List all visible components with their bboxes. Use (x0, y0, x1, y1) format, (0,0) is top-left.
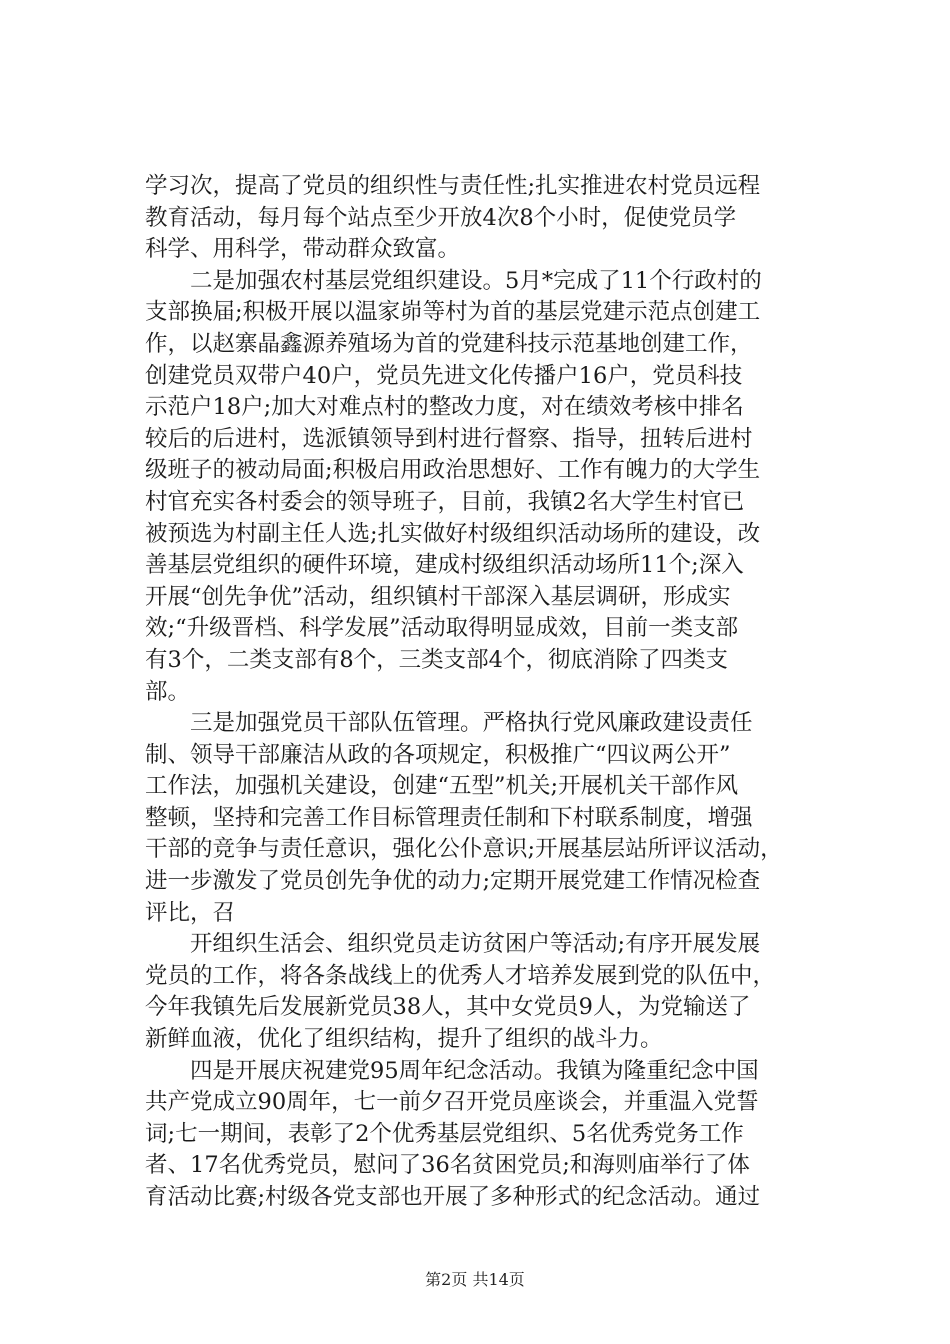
text-line: 制、领导干部廉洁从政的各项规定，积极推广“四议两公开” (145, 741, 731, 768)
text-line: 村官充实各村委会的领导班子，目前，我镇2名大学生村官已 (145, 488, 745, 515)
text-line: 今年我镇先后发展新党员38人，其中女党员9人，为党输送了 (145, 994, 751, 1021)
text-line: 有3个，二类支部有8个，三类支部4个，彻底消除了四类支 (145, 646, 728, 673)
text-line: 科学、用科学，带动群众致富。 (145, 236, 461, 263)
text-line: 创建党员双带户40户，党员先进文化传播户16户，党员科技 (145, 362, 743, 389)
text-line: 整顿，坚持和完善工作目标管理责任制和下村联系制度，增强 (145, 804, 753, 831)
text-line: 效;“升级晋档、科学发展”活动取得明显成效，目前一类支部 (145, 615, 739, 642)
text-line: 部。 (145, 678, 191, 705)
text-line: 支部换届;积极开展以温家峁等村为首的基层党建示范点创建工 (145, 299, 761, 326)
text-line: 育活动比赛;村级各党支部也开展了多种形式的纪念活动。通过 (145, 1184, 761, 1210)
text-line: 较后的后进村，选派镇领导到村进行督察、指导，扭转后进村 (145, 425, 753, 452)
text-line: 善基层党组织的硬件环境，建成村级组织活动场所11个;深入 (145, 552, 744, 579)
text-line: 二是加强农村基层党组织建设。5月*完成了11个行政村的 (190, 267, 762, 294)
text-line: 教育活动，每月每个站点至少开放4次8个小时，促使党员学 (145, 204, 737, 231)
text-line: 共产党成立90周年，七一前夕召开党员座谈会，并重温入党誓 (145, 1089, 759, 1116)
page-footer: 第2页 共14页 (425, 1270, 525, 1289)
text-line: 新鲜血液，优化了组织结构，提升了组织的战斗力。 (145, 1026, 663, 1053)
text-line: 示范户18户;加大对难点村的整改力度，对在绩效考核中排名 (145, 394, 744, 421)
text-line: 开展“创先争优”活动，组织镇村干部深入基层调研，形成实 (145, 583, 731, 610)
text-line: 作，以赵寨晶鑫源养殖场为首的党建科技示范基地创建工作， (145, 330, 753, 357)
text-line: 学习次，提高了党员的组织性与责任性;扎实推进农村党员远程 (145, 173, 761, 199)
text-line: 开组织生活会、组织党员走访贫困户等活动;有序开展发展 (190, 931, 761, 958)
text-line: 干部的竞争与责任意识，强化公仆意识;开展基层站所评议活动， (145, 836, 783, 863)
text-line: 词;七一期间，表彰了2个优秀基层党组织、5名优秀党务工作 (145, 1120, 744, 1147)
text-line: 被预选为村副主任人选;扎实做好村级组织活动场所的建设，改 (145, 520, 761, 547)
text-line: 评比，召 (145, 899, 236, 926)
text-line: 党员的工作，将各条战线上的优秀人才培养发展到党的队伍中， (145, 962, 776, 989)
text-line: 者、17名优秀党员，慰问了36名贫困党员;和海则庙举行了体 (145, 1152, 750, 1179)
text-line: 级班子的被动局面;积极启用政治思想好、工作有魄力的大学生 (145, 457, 761, 484)
text-line: 三是加强党员干部队伍管理。严格执行党风廉政建设责任 (190, 710, 753, 737)
text-line: 工作法，加强机关建设，创建“五型”机关;开展机关干部作风 (145, 773, 739, 800)
text-line: 四是开展庆祝建党95周年纪念活动。我镇为隆重纪念中国 (190, 1057, 759, 1084)
body-text (145, 171, 825, 1214)
text-line: 进一步激发了党员创先争优的动力;定期开展党建工作情况检查 (145, 868, 761, 895)
